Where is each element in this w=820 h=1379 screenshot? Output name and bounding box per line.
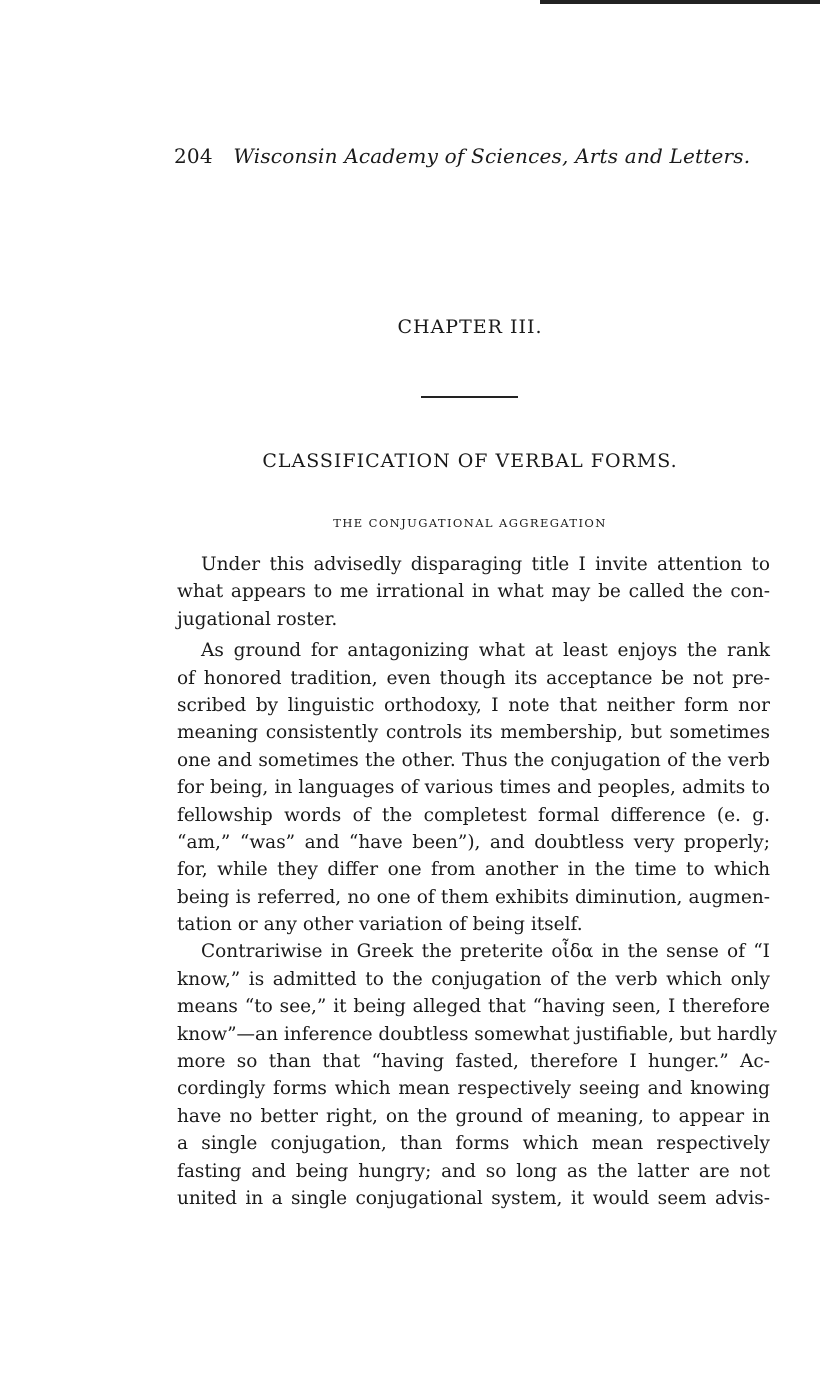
divider-rule [421, 396, 518, 398]
text-line: Contrariwise in Greek the preterite οἶδα in the sense of “I [201, 941, 770, 963]
page-number: 204 [174, 144, 213, 168]
text-line: cordingly forms which mean respectively seeing and knowing [177, 1078, 770, 1100]
paragraph-1 [177, 551, 770, 633]
paragraph-2 [177, 637, 770, 938]
running-title: Wisconsin Academy of Sciences, Arts and Letters. [233, 144, 751, 168]
text-line: fasting and being hungry; and so long as the latter are not [177, 1160, 770, 1182]
text-line: jugational roster. [177, 608, 338, 630]
text-line: have no better right, on the ground of meaning, to appear in [177, 1105, 770, 1127]
text-line: being is referred, no one of them exhibits diminution, augmen- [177, 886, 770, 908]
text-line: “am,” “was” and “have been”), and doubtless very properly; [177, 831, 770, 853]
text-line: know”—an inference doubtless somewhat justifiable, but hardly [177, 1023, 777, 1045]
text-line: for being, in languages of various times and peoples, admits to [177, 777, 770, 799]
text-line: what appears to me irrational in what may be called the con- [177, 581, 770, 603]
subheading: THE CONJUGATIONAL AGGREGATION [333, 516, 607, 530]
top-edge-rule [540, 0, 820, 4]
chapter-heading: CHAPTER III. [397, 316, 543, 338]
text-line: means “to see,” it being alleged that “having seen, I therefore [177, 996, 770, 1018]
text-line: united in a single conjugational system, it would seem advis- [177, 1187, 770, 1209]
text-line: for, while they differ one from another in the time to which [177, 859, 770, 881]
text-line: As ground for antagonizing what at least enjoys the rank [201, 640, 770, 662]
text-line: meaning consistently controls its membership, but sometimes [177, 722, 770, 744]
paragraph-3 [177, 938, 777, 1212]
running-header [174, 144, 750, 168]
text-line: scribed by linguistic orthodoxy, I note that neither form nor [177, 694, 770, 716]
section-title: CLASSIFICATION OF VERBAL FORMS. [262, 450, 678, 472]
text-line: Under this advisedly disparaging title I invite attention to [201, 554, 770, 575]
text-line: tation or any other variation of being itself. [177, 914, 583, 936]
text-line: know,” is admitted to the conjugation of the verb which only [177, 968, 770, 990]
body-text [177, 551, 777, 1212]
text-line: a single conjugation, than forms which mean respectively [177, 1133, 770, 1155]
text-line: fellowship words of the completest formal difference (e. g. [177, 804, 770, 826]
text-line: of honored tradition, even though its acceptance be not pre- [177, 667, 770, 689]
text-line: more so than that “having fasted, therefore I hunger.” Ac- [177, 1051, 770, 1073]
text-line: one and sometimes the other. Thus the conjugation of the verb [177, 749, 770, 771]
